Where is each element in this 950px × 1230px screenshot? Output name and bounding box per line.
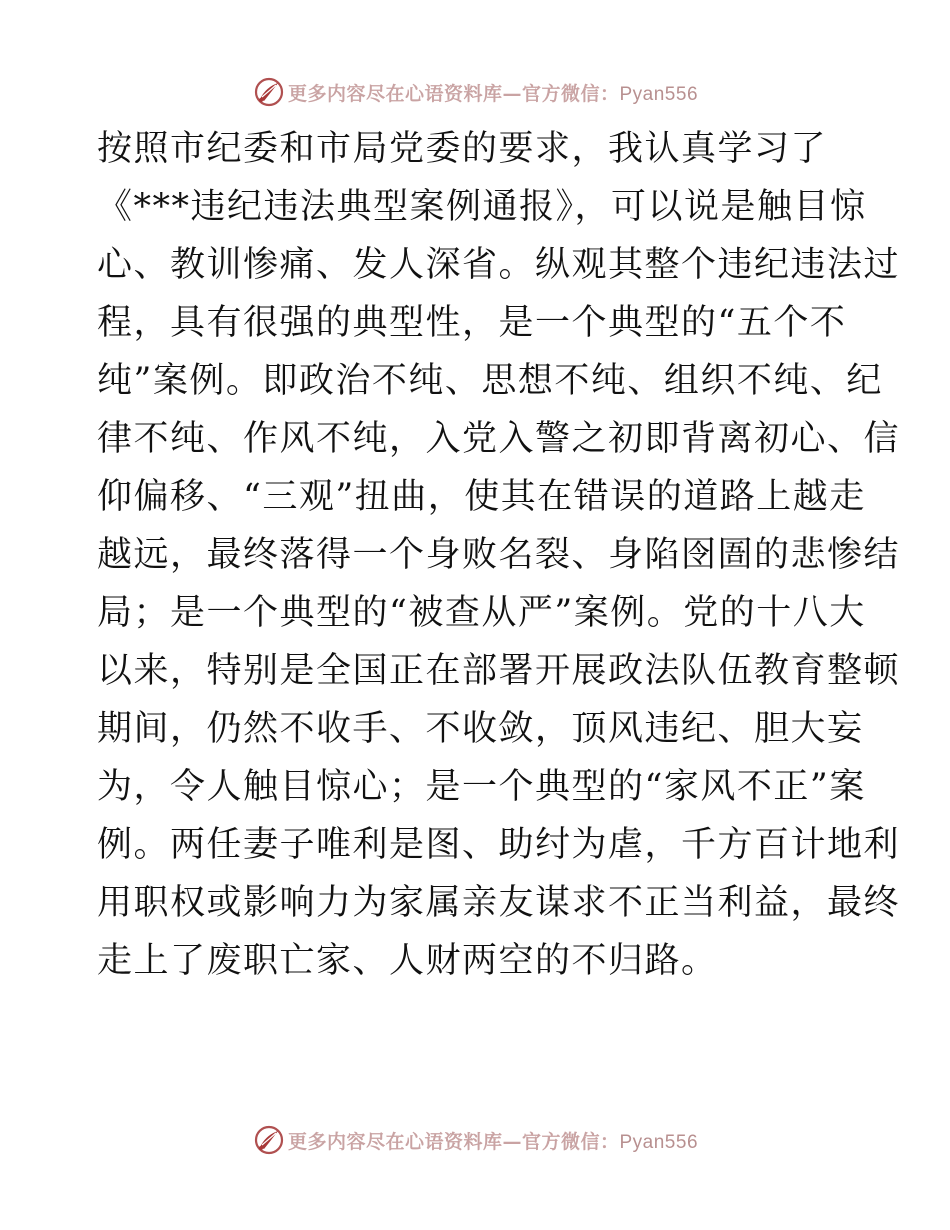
body-line: 《***违纪违法典型案例通报》，可以说是触目惊 xyxy=(97,187,867,227)
body-line: 局；是一个典型的“被查从严”案例。党的十八大 xyxy=(97,593,866,633)
footer-watermark xyxy=(0,1120,950,1160)
body-line: 以来，特别是全国正在部署开展政法队伍教育整顿 xyxy=(97,651,901,691)
body-line: 越远，最终落得一个身败名裂、身陷囹圄的悲惨结 xyxy=(97,535,901,575)
body-line: 律不纯、作风不纯，入党入警之初即背离初心、信 xyxy=(97,419,901,459)
document-body xyxy=(97,120,901,990)
watermark-separator: — xyxy=(502,1130,522,1153)
watermark-separator: — xyxy=(502,82,522,105)
body-line: 走上了废职亡家、人财两空的不归路。 xyxy=(97,941,718,981)
body-line: 例。两任妻子唯利是图、助纣为虐，千方百计地利 xyxy=(97,825,901,865)
watermark-handle: Pyan556 xyxy=(619,1131,699,1153)
body-line: 期间，仍然不收手、不收敛，顶风违纪、胆大妄 xyxy=(97,709,864,749)
watermark-handle: Pyan556 xyxy=(619,83,699,105)
body-line: 仰偏移、“三观”扭曲，使其在错误的道路上越走 xyxy=(97,477,866,517)
watermark-main-text: 更多内容尽在心语资料库 xyxy=(287,1130,503,1153)
body-line: 心、教训惨痛、发人深省。纵观其整个违纪违法过 xyxy=(97,245,901,285)
watermark-main-text: 更多内容尽在心语资料库 xyxy=(287,82,503,105)
header-watermark xyxy=(0,72,950,112)
body-line: 纯”案例。即政治不纯、思想不纯、组织不纯、纪 xyxy=(97,361,883,401)
body-line: 按照市纪委和市局党委的要求，我认真学习了 xyxy=(97,129,828,169)
body-line: 用职权或影响力为家属亲友谋求不正当利益，最终 xyxy=(97,883,901,923)
watermark-label: 官方微信： xyxy=(521,82,620,105)
fountain-pen-logo-icon xyxy=(252,1123,286,1157)
fountain-pen-logo-icon xyxy=(252,75,286,109)
body-line: 程，具有很强的典型性，是一个典型的“五个不 xyxy=(97,303,847,343)
body-line: 为，令人触目惊心；是一个典型的“家风不正”案 xyxy=(97,767,866,807)
watermark-label: 官方微信： xyxy=(521,1130,620,1153)
